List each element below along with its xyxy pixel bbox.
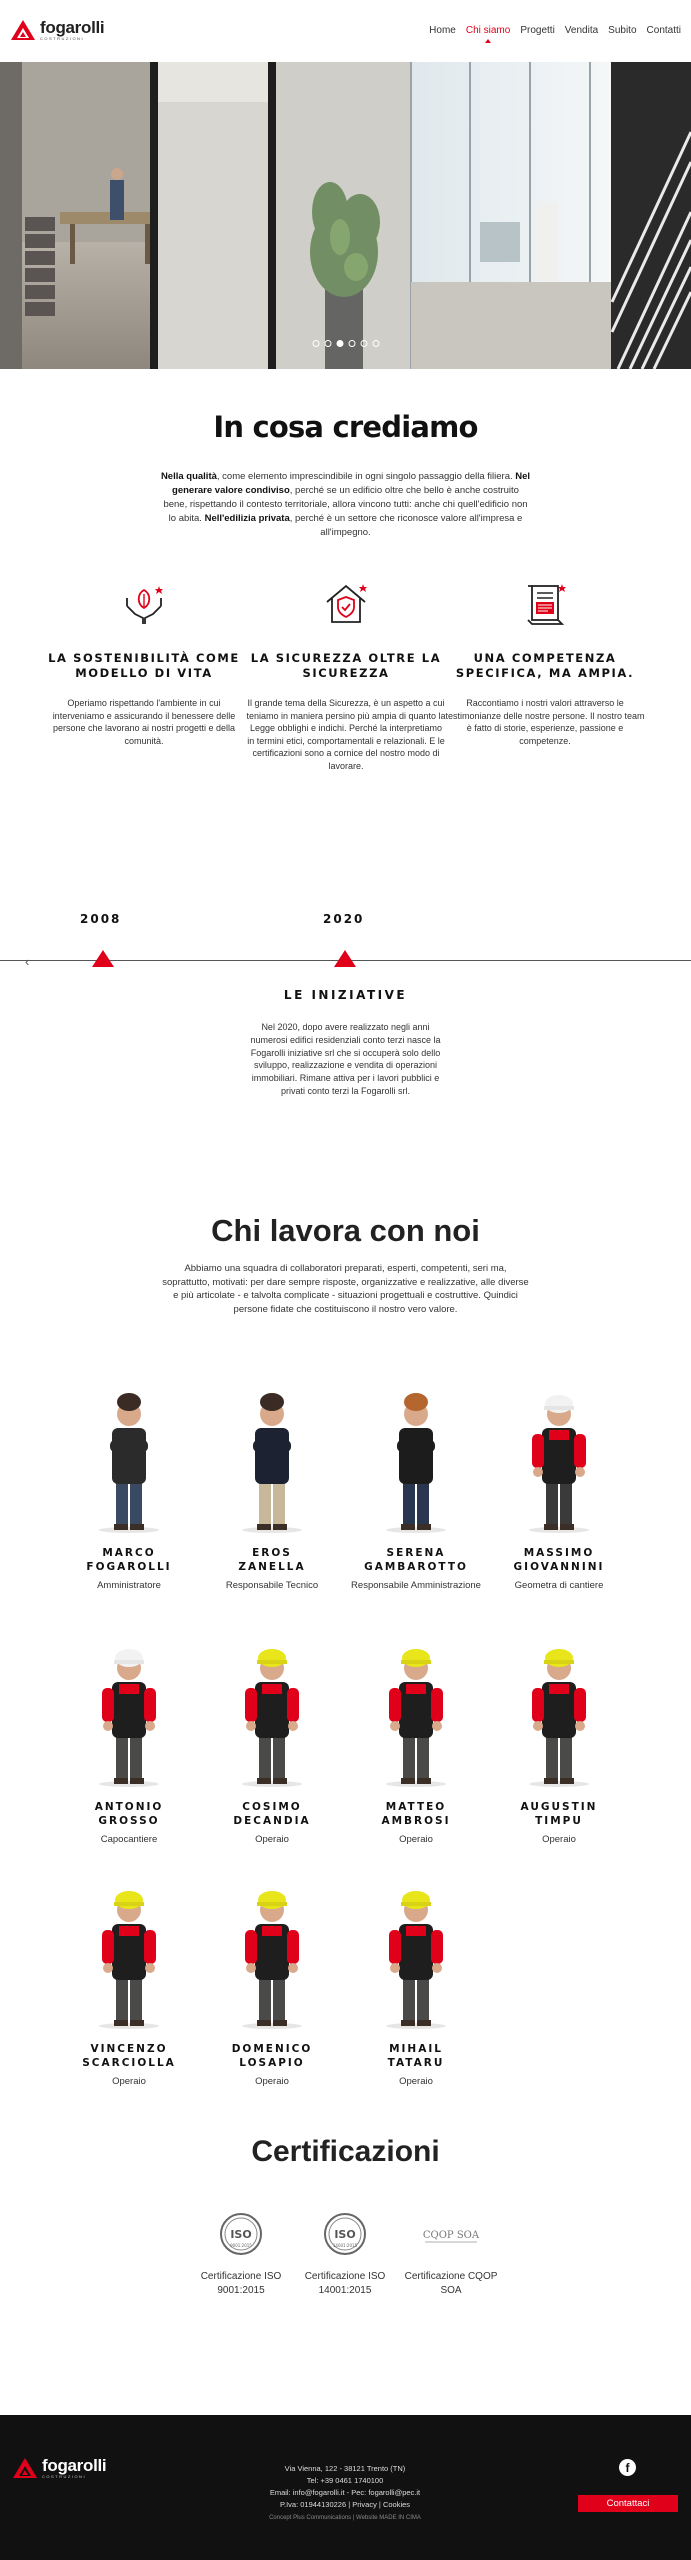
timeline-year-2008[interactable]: 2008	[80, 912, 122, 926]
team-member-first-name: MIHAIL	[389, 2043, 443, 2055]
cert-badge-bottom: 14001:2015	[332, 2243, 358, 2248]
team-member-first-name: SERENA	[386, 1547, 446, 1559]
cert-iso-9001[interactable]	[186, 2212, 296, 2298]
team-member-last-name: FOGAROLLI	[86, 1561, 172, 1573]
nav-item-contatti[interactable]: Contatti	[646, 24, 681, 36]
team-member-role: Operaio	[255, 1834, 289, 1845]
value-card-sustainability	[44, 580, 244, 747]
timeline-year-2020[interactable]: 2020	[323, 912, 365, 926]
team-member-card	[351, 1880, 481, 2088]
footer-phone[interactable]: Tel: +39 0461 1740100	[306, 2476, 384, 2485]
team-member-card	[494, 1638, 624, 1846]
value-text: Raccontiamo i nostri valori attraverso le testimonianze delle nostre persone. Il nostro team è fatto di storie, esperienze, passione e competenze.	[445, 698, 645, 746]
team-member-last-name: SCARCIOLLA	[82, 2057, 176, 2069]
slider-dot[interactable]	[312, 340, 319, 347]
team-member-role: Operaio	[542, 1834, 576, 1845]
cert-label: Certificazione ISO 9001:2015	[200, 2271, 282, 2296]
team-member-name	[64, 1800, 194, 1828]
team-member-card	[64, 1384, 194, 1592]
team-member-role: Geometra di cantiere	[514, 1580, 604, 1591]
team-member-last-name: DECANDIA	[233, 1815, 311, 1827]
logo-triangle-icon	[10, 19, 36, 41]
footer-credit[interactable]: Concept Plus Communications | Website MADE IN CIMA	[269, 2515, 421, 2521]
team-member-card	[494, 1384, 624, 1592]
team-member-name	[494, 1546, 624, 1574]
team-member-photo	[494, 1384, 624, 1534]
team-member-last-name: ZANELLA	[238, 1561, 306, 1573]
team-member-role: Amministratore	[97, 1580, 161, 1591]
team-member-name	[351, 1800, 481, 1828]
site-header	[0, 0, 691, 60]
house-shield-icon	[323, 580, 369, 626]
timeline-marker-2020[interactable]	[334, 950, 356, 967]
believe-text-1: , come elemento imprescindibile in ogni singolo passaggio della filiera.	[216, 471, 516, 482]
believe-text-3: , perché è un settore che riconosce valore all'impresa e all'impegno.	[289, 513, 523, 538]
hero-office-image	[0, 62, 691, 369]
brand-subtitle: COSTRUZIONI	[42, 2474, 87, 2479]
team-member-last-name: TATARU	[387, 2057, 445, 2069]
value-card-safety	[246, 580, 446, 772]
believe-text	[160, 470, 531, 540]
team-member-role: Responsabile Tecnico	[225, 1580, 319, 1591]
slider-dots	[312, 340, 379, 347]
team-member-first-name: MARCO	[102, 1547, 156, 1559]
believe-strong-2: Nel generare valore condiviso	[172, 471, 531, 496]
contact-button[interactable]: Contattaci	[578, 2495, 678, 2512]
believe-strong-1: Nella qualità	[160, 471, 217, 482]
slider-dot[interactable]	[336, 340, 343, 347]
team-member-name	[207, 2042, 337, 2070]
team-member-last-name: AMBROSI	[381, 1815, 451, 1827]
team-member-photo	[207, 1880, 337, 2030]
timeline-active-text: Nel 2020, dopo avere realizzato negli anni numerosi edifici residenziali conto terzi nasce la Fogarolli iniziative srl che si occuperà solo dello sviluppo, realizzazione e vendita di operazioni immobiliari. Rimane attiva per i lavori pubblici e privati conto terzi la Fogarolli srl.	[250, 1022, 441, 1096]
value-text: Operiamo rispettando l'ambiente in cui interveniamo e assicurando il benessere delle persone che lavorano ai nostri progetti e della comunità.	[52, 698, 236, 746]
team-member-first-name: COSIMO	[242, 1801, 302, 1813]
team-member-card	[351, 1638, 481, 1846]
believe-text-2: , perché se un edificio oltre che bello è anche costruito bene, rispettando il contesto territoriale, allora vincono tutti: anche chi quell'edificio non lo abita.	[163, 485, 528, 524]
hero-slider[interactable]	[0, 62, 691, 369]
facebook-icon[interactable]: f	[619, 2459, 636, 2476]
team-member-photo	[351, 1880, 481, 2030]
value-title: UNA COMPETENZA SPECIFICA, MA AMPIA.	[455, 651, 635, 680]
team-member-photo	[351, 1384, 481, 1534]
slider-dot[interactable]	[348, 340, 355, 347]
team-member-photo	[351, 1638, 481, 1788]
value-text: Il grande tema della Sicurezza, è un aspetto a cui teniamo in maniera persino più ampia di quanto la Legge obblighi e indichi. Perché la interpretiamo in termini etici, comportamentali e relazionali. E le certificazioni sono a cornice del nostro modo di lavorare.	[246, 698, 446, 771]
team-member-role: Capocantiere	[100, 1834, 158, 1845]
timeline-marker-2008[interactable]	[92, 950, 114, 967]
team-member-first-name: EROS	[252, 1547, 292, 1559]
team-member-role: Operaio	[399, 1834, 433, 1845]
nav-item-subito[interactable]: Subito	[608, 24, 637, 36]
believe-heading: In cosa crediamo	[213, 410, 478, 444]
footer-address: Via Vienna, 122 - 38121 Trento (TN)	[284, 2464, 406, 2473]
team-member-card	[207, 1638, 337, 1846]
certifications-heading: Certificazioni	[251, 2135, 440, 2168]
logo-triangle-icon	[12, 2457, 38, 2479]
team-member-last-name: GAMBAROTTO	[364, 1561, 468, 1573]
team-member-first-name: ANTONIO	[94, 1801, 164, 1813]
cqop-soa-logo-icon	[421, 2212, 481, 2256]
team-member-photo	[207, 1384, 337, 1534]
team-member-card	[64, 1638, 194, 1846]
slider-dot[interactable]	[360, 340, 367, 347]
team-member-card	[207, 1384, 337, 1592]
nav-item-chi-siamo[interactable]: Chi siamo	[465, 24, 511, 36]
team-heading: Chi lavora con noi	[211, 1213, 480, 1248]
team-member-photo	[64, 1384, 194, 1534]
iso-9001-badge-icon	[219, 2212, 263, 2256]
team-member-last-name: LOSAPIO	[239, 2057, 305, 2069]
team-member-photo	[64, 1880, 194, 2030]
team-member-card	[64, 1880, 194, 2088]
cert-label: Certificazione CQOP SOA	[404, 2271, 498, 2296]
value-title: LA SOSTENIBILITÀ COME MODELLO DI VITA	[48, 651, 240, 680]
cert-iso-14001[interactable]	[290, 2212, 400, 2298]
slider-dot[interactable]	[372, 340, 379, 347]
cert-badge-top: ISO	[230, 2228, 252, 2241]
team-member-card	[207, 1880, 337, 2088]
team-member-first-name: AUGUSTIN	[520, 1801, 598, 1813]
main-nav	[429, 25, 681, 36]
team-member-name	[64, 2042, 194, 2070]
team-member-last-name: GIOVANNINI	[513, 1561, 605, 1573]
cert-cqop-soa[interactable]	[396, 2212, 506, 2298]
team-member-first-name: MASSIMO	[523, 1547, 595, 1559]
site-footer	[0, 2415, 691, 2560]
nav-item-vendita[interactable]: Vendita	[564, 24, 599, 36]
team-member-card	[351, 1384, 481, 1592]
team-member-first-name: MATTEO	[385, 1801, 447, 1813]
team-member-role: Operaio	[399, 2076, 433, 2087]
team-member-role: Responsabile Amministrazione	[351, 1580, 481, 1591]
brand-subtitle: COSTRUZIONI	[40, 36, 85, 41]
team-member-last-name: TIMPU	[535, 1815, 583, 1827]
timeline-prev-arrow-icon[interactable]: ‹	[25, 954, 30, 969]
team-text: Abbiamo una squadra di collaboratori preparati, esperti, competenti, seri ma, soprattutto, motivati: per dare sempre risposte, organizzative e realizzative, alle diverse e più articolate - e talvolta complicate - situazioni progettuali e costruttive. Quindici persone fidate che costituiscono il nostro vero valore.	[162, 1263, 529, 1315]
cert-badge-top: ISO	[334, 2228, 356, 2241]
footer-legal-links[interactable]: P.Iva: 01944130226 | Privacy | Cookies	[279, 2500, 411, 2509]
team-member-role: Operaio	[255, 2076, 289, 2087]
team-member-name	[494, 1800, 624, 1828]
team-member-photo	[64, 1638, 194, 1788]
team-member-first-name: VINCENZO	[90, 2043, 168, 2055]
cert-badge-top: CQOP SOA	[422, 2230, 480, 2241]
brand-name: fogarolli	[40, 18, 105, 37]
value-card-competence	[445, 580, 645, 747]
team-member-photo	[207, 1638, 337, 1788]
team-member-last-name: GROSSO	[98, 1815, 160, 1827]
team-member-photo	[494, 1638, 624, 1788]
iso-14001-badge-icon	[323, 2212, 367, 2256]
team-member-name	[351, 1546, 481, 1574]
team-member-name	[351, 2042, 481, 2070]
footer-logo[interactable]	[12, 2457, 106, 2479]
nav-item-progetti[interactable]: Progetti	[520, 24, 555, 36]
team-member-name	[207, 1800, 337, 1828]
footer-email[interactable]: Email: info@fogarolli.it - Pec: fogarolli@pec.it	[269, 2488, 421, 2497]
brand-logo[interactable]	[10, 19, 104, 41]
value-title: LA SICUREZZA OLTRE LA SICUREZZA	[250, 651, 442, 680]
nav-item-home[interactable]: Home	[429, 24, 456, 36]
slider-dot[interactable]	[324, 340, 331, 347]
team-member-name	[64, 1546, 194, 1574]
team-member-first-name: DOMENICO	[231, 2043, 313, 2055]
brand-name: fogarolli	[42, 2456, 107, 2475]
team-member-role: Operaio	[112, 2076, 146, 2087]
hands-leaf-icon	[121, 580, 167, 626]
footer-contact-info	[220, 2463, 470, 2511]
believe-strong-3: Nell'edilizia privata	[204, 513, 290, 524]
cert-badge-bottom: 9001:2015	[230, 2243, 252, 2248]
certificate-icon	[522, 580, 568, 626]
team-member-name	[207, 1546, 337, 1574]
timeline-active-title: LE INIZIATIVE	[283, 988, 408, 1002]
cert-label: Certificazione ISO 14001:2015	[304, 2271, 386, 2296]
